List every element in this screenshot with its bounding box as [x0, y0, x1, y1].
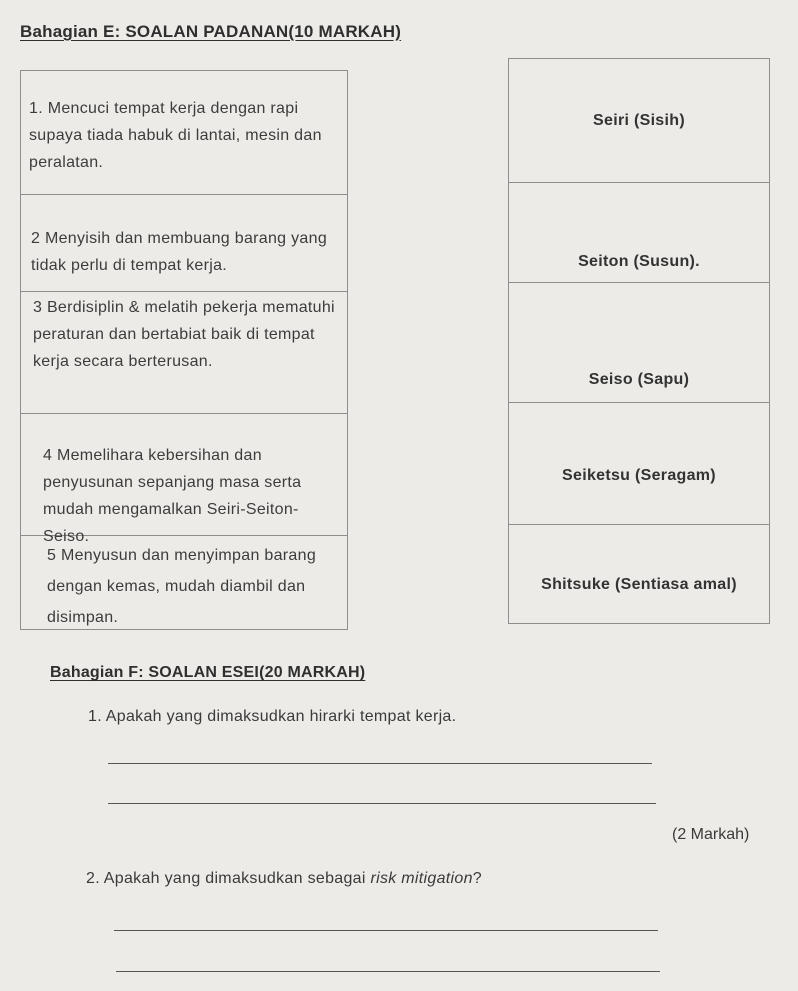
- question-2: [86, 870, 482, 888]
- question-2-suffix: ?: [472, 870, 482, 887]
- term-1-text: Seiri (Sisih): [593, 112, 685, 129]
- left-statements-box: [20, 70, 348, 630]
- statement-4-text: 4 Memelihara kebersihan dan penyusunan sepanjang masa serta mudah mengamalkan Seiri-Seiton-Seiso.: [43, 447, 302, 545]
- statement-2-text: 2 Menyisih dan membuang barang yang tidak perlu di tempat kerja.: [31, 230, 328, 274]
- marks-label: (2 Markah): [672, 826, 750, 843]
- statement-5-text: 5 Menyusun dan menyimpan barang dengan kemas, mudah diambil dan disimpan.: [47, 547, 317, 626]
- term-4-text: Seiketsu (Seragam): [562, 467, 716, 484]
- term-5-text: Shitsuke (Sentiasa amal): [541, 575, 737, 593]
- question-1: 1. Apakah yang dimaksudkan hirarki tempat kerja.: [88, 708, 457, 725]
- term-1: [509, 59, 769, 183]
- statement-1-text: 1. Mencuci tempat kerja dengan rapi supaya tiada habuk di lantai, mesin dan peralatan.: [29, 100, 322, 171]
- statement-2: [21, 195, 347, 292]
- term-5: [509, 525, 769, 625]
- term-2: [509, 183, 769, 283]
- section-e-heading: Bahagian E: SOALAN PADANAN(10 MARKAH): [20, 22, 402, 41]
- statement-5: [21, 536, 347, 631]
- statement-3-text: 3 Berdisiplin & melatih pekerja mematuhi peraturan dan bertabiat baik di tempat kerja secara berterusan.: [33, 299, 335, 370]
- statement-4: [21, 414, 347, 545]
- term-2-text: Seiton (Susun).: [578, 253, 700, 270]
- term-3-text: Seiso (Sapu): [588, 371, 690, 388]
- question-2-prefix: 2. Apakah yang dimaksudkan sebagai: [86, 870, 371, 887]
- term-3: [509, 283, 769, 403]
- answer-line-2a[interactable]: [114, 930, 658, 931]
- answer-line-1a[interactable]: [108, 763, 652, 764]
- question-2-term: risk mitigation: [370, 870, 473, 887]
- answer-line-2b[interactable]: [116, 971, 660, 972]
- term-4: [509, 403, 769, 525]
- section-f-heading: Bahagian F: SOALAN ESEI(20 MARKAH): [50, 664, 366, 681]
- right-terms-box: [508, 58, 770, 624]
- answer-line-1b[interactable]: [108, 803, 656, 804]
- statement-3: [21, 292, 347, 414]
- statement-1: [21, 71, 347, 195]
